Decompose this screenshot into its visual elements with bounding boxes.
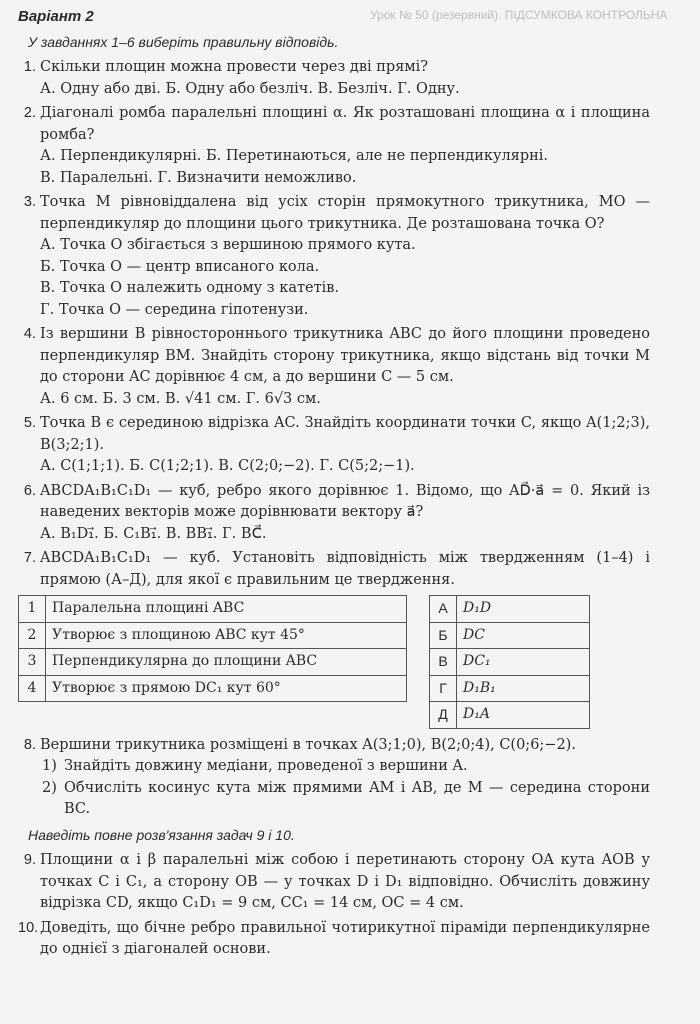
question-7: 7. ABCDA₁B₁C₁D₁ — куб. Установіть відповідність між твердженням (1–4) і прямою (А–Д), для якої є правильним це твердження. <box>23 550 650 588</box>
question-4: 4. Із вершини B рівностороннього трикутника ABC до його площини проведено перпендикуляр BM. Знайдіть сторону трикутника, якщо відстань від точки M до сторони AC дорівнює 4 см, а до вершини C — 5 см. А. 6 см. Б. 3 см. В. √41 см. Г. 6√3 см. <box>23 326 650 407</box>
question-5: 5. Точка B є серединою відрізка AC. Знайдіть координати точки C, якщо A(1;2;3), B(3;2;1). А. C(1;1;1). Б. C(1;2;1). В. C(2;0;−2). Г. C(5;2;−1). <box>23 415 650 474</box>
table-row: 3 Перпендикулярна до площини ABC В DC₁ <box>19 649 590 676</box>
table-row: 1 Паралельна площині ABC А D₁D <box>19 596 590 623</box>
bleed-through-text: Урок № 50 (резервний). ПІДСУМКОВА КОНТРОЛЬНА <box>370 8 668 22</box>
question-6: 6. ABCDA₁B₁C₁D₁ — куб, ребро якого дорівнює 1. Відомо, що AD⃗·a⃗ = 0. Який із наведених векторів може дорівнювати вектору a⃗? А. B₁D₁⃗. Б. C₁B₁⃗. В. BB₁⃗. Г. BC⃗. <box>23 482 650 542</box>
instruction-1-6: У завданнях 1–6 виберіть правильну відповідь. <box>28 33 339 50</box>
question-9: 9. Площини α і β паралельні між собою і перетинають сторону OA кута AOB у точках C і C₁, а сторону OB — у точках D і D₁ відповідно. Обчисліть довжину відрізка CD, якщо C₁D₁ = 9 см, CC₁ = 14 см, OC = 4 см. <box>23 852 650 911</box>
instruction-9-10: Наведіть повне розв'язання задач 9 і 10. <box>28 826 295 843</box>
page-content <box>18 6 650 964</box>
question-1: 1. Скільки площин можна провести через дві прямі? А. Одну або дві. Б. Одну або безліч. В. Безліч. Г. Одну. <box>23 59 460 97</box>
matching-table <box>18 595 590 729</box>
table-row: 4 Утворює з прямою DC₁ кут 60° Г D₁B₁ <box>19 675 590 702</box>
question-3: 3. Точка M рівновіддалена від усіх сторін прямокутного трикутника, MO — перпендикуляр до площини цього трикутника. Де розташована точка O? А. Точка O збігається з вершиною прямого кута. Б. Точка O — центр вписаного кола. В. Точка O належить одному з катетів. Г. Точка O — середина гіпотенузи. <box>23 194 650 318</box>
variant-heading: Варіант 2 <box>18 8 94 25</box>
question-8: 8. Вершини трикутника розміщені в точках A(3;1;0), B(2;0;4), C(0;6;−2). 1) Знайдіть довжину медіани, проведеної з вершини A. 2) Обчисліть косинус кута між прямими AM і AB, де M — середина сторони BC. <box>23 736 650 817</box>
question-2: 2. Діагоналі ромба паралельні площині α. Як розташовані площина α і площина ромба? А. Перпендикулярні. Б. Перетинаються, але не перпендикулярні. В. Паралельні. Г. Визначити неможливо. <box>23 105 650 186</box>
table-row: 2 Утворює з площиною ABC кут 45° Б DC <box>19 622 590 649</box>
table-row: Д D₁A <box>19 702 590 729</box>
question-10: 10. Доведіть, що бічне ребро правильної чотирикутної піраміди перпендикулярне до однієї з діагоналей основи. <box>18 919 650 957</box>
